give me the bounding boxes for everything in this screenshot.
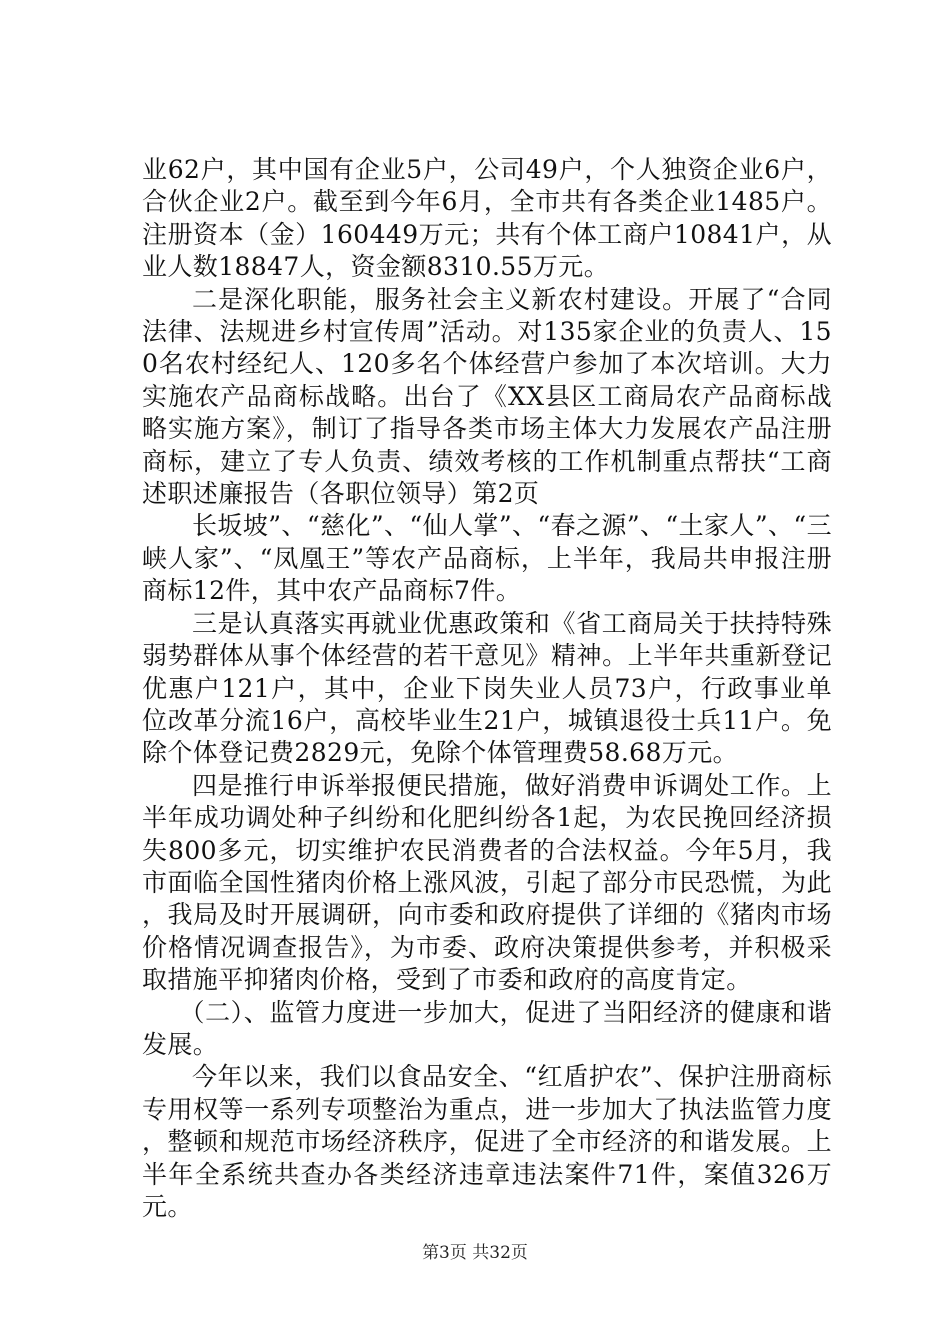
section-heading-supervision: （二）、监管力度进一步加大，促进了当阳经济的健康和谐发展。 — [142, 997, 832, 1059]
paragraph-consumer-complaints: 四是推行申诉举报便民措施，做好消费申诉调处工作。上半年成功调处种子纠纷和化肥纠纷各1起，为农民挽回经济损失800多元，切实维护农民消费者的合法权益。今年5月，我市面临全国性猪肉价格上涨风波，引起了部分市民恐慌，为此，我局及时开展调研，向市委和政府提供了详细的《猪肉市场价格情况调查报告》，为市委、政府决策提供参考，并积极采取措施平抑猪肉价格，受到了市委和政府的高度肯定。 — [142, 770, 832, 995]
page-footer: 第3页 共32页 — [422, 1243, 528, 1263]
paragraph-reemployment: 三是认真落实再就业优惠政策和《省工商局关于扶持特殊弱势群体从事个体经营的若干意见》精神。上半年共重新登记优惠户121户，其中，企业下岗失业人员73户，行政事业单位改革分流16户，高校毕业生21户，城镇退役士兵11户。免除个体登记费2829元，免除个体管理费58.68万元。 — [142, 608, 832, 768]
document-body — [142, 154, 832, 1223]
paragraph-enterprise-stats: 业62户，其中国有企业5户，公司49户，个人独资企业6户，合伙企业2户。截至到今年6月，全市共有各类企业1485户。注册资本（金）160449万元；共有个体工商户10841户，从业人数18847人，资金额8310.55万元。 — [142, 155, 832, 282]
paragraph-supervision: 今年以来，我们以食品安全、“红盾护农”、保护注册商标专用权等一系列专项整治为重点，进一步加大了执法监管力度，整顿和规范市场经济秩序，促进了全市经济的和谐发展。上半年全系统共查办各类经济违章违法案件71件，案值326万元。 — [142, 1062, 832, 1221]
paragraph-trademarks: 长坂坡”、“慈化”、“仙人掌”、“春之源”、“土家人”、“三峡人家”、“凤凰王”等农产品商标，上半年，我局共申报注册商标12件，其中农产品商标7件。 — [142, 511, 832, 606]
paragraph-rural-service: 二是深化职能，服务社会主义新农村建设。开展了“合同法律、法规进乡村宣传周”活动。对135家企业的负责人、150名农村经纪人、120多名个体经营户参加了本次培训。大力实施农产品商标战略。出台了《XX县区工商局农产品商标战略实施方案》，制订了指导各类市场主体大力发展农产品注册商标，建立了专人负责、绩效考核的工作机制重点帮扶“工商述职述廉报告（各职位领导）第2页 — [142, 284, 832, 509]
